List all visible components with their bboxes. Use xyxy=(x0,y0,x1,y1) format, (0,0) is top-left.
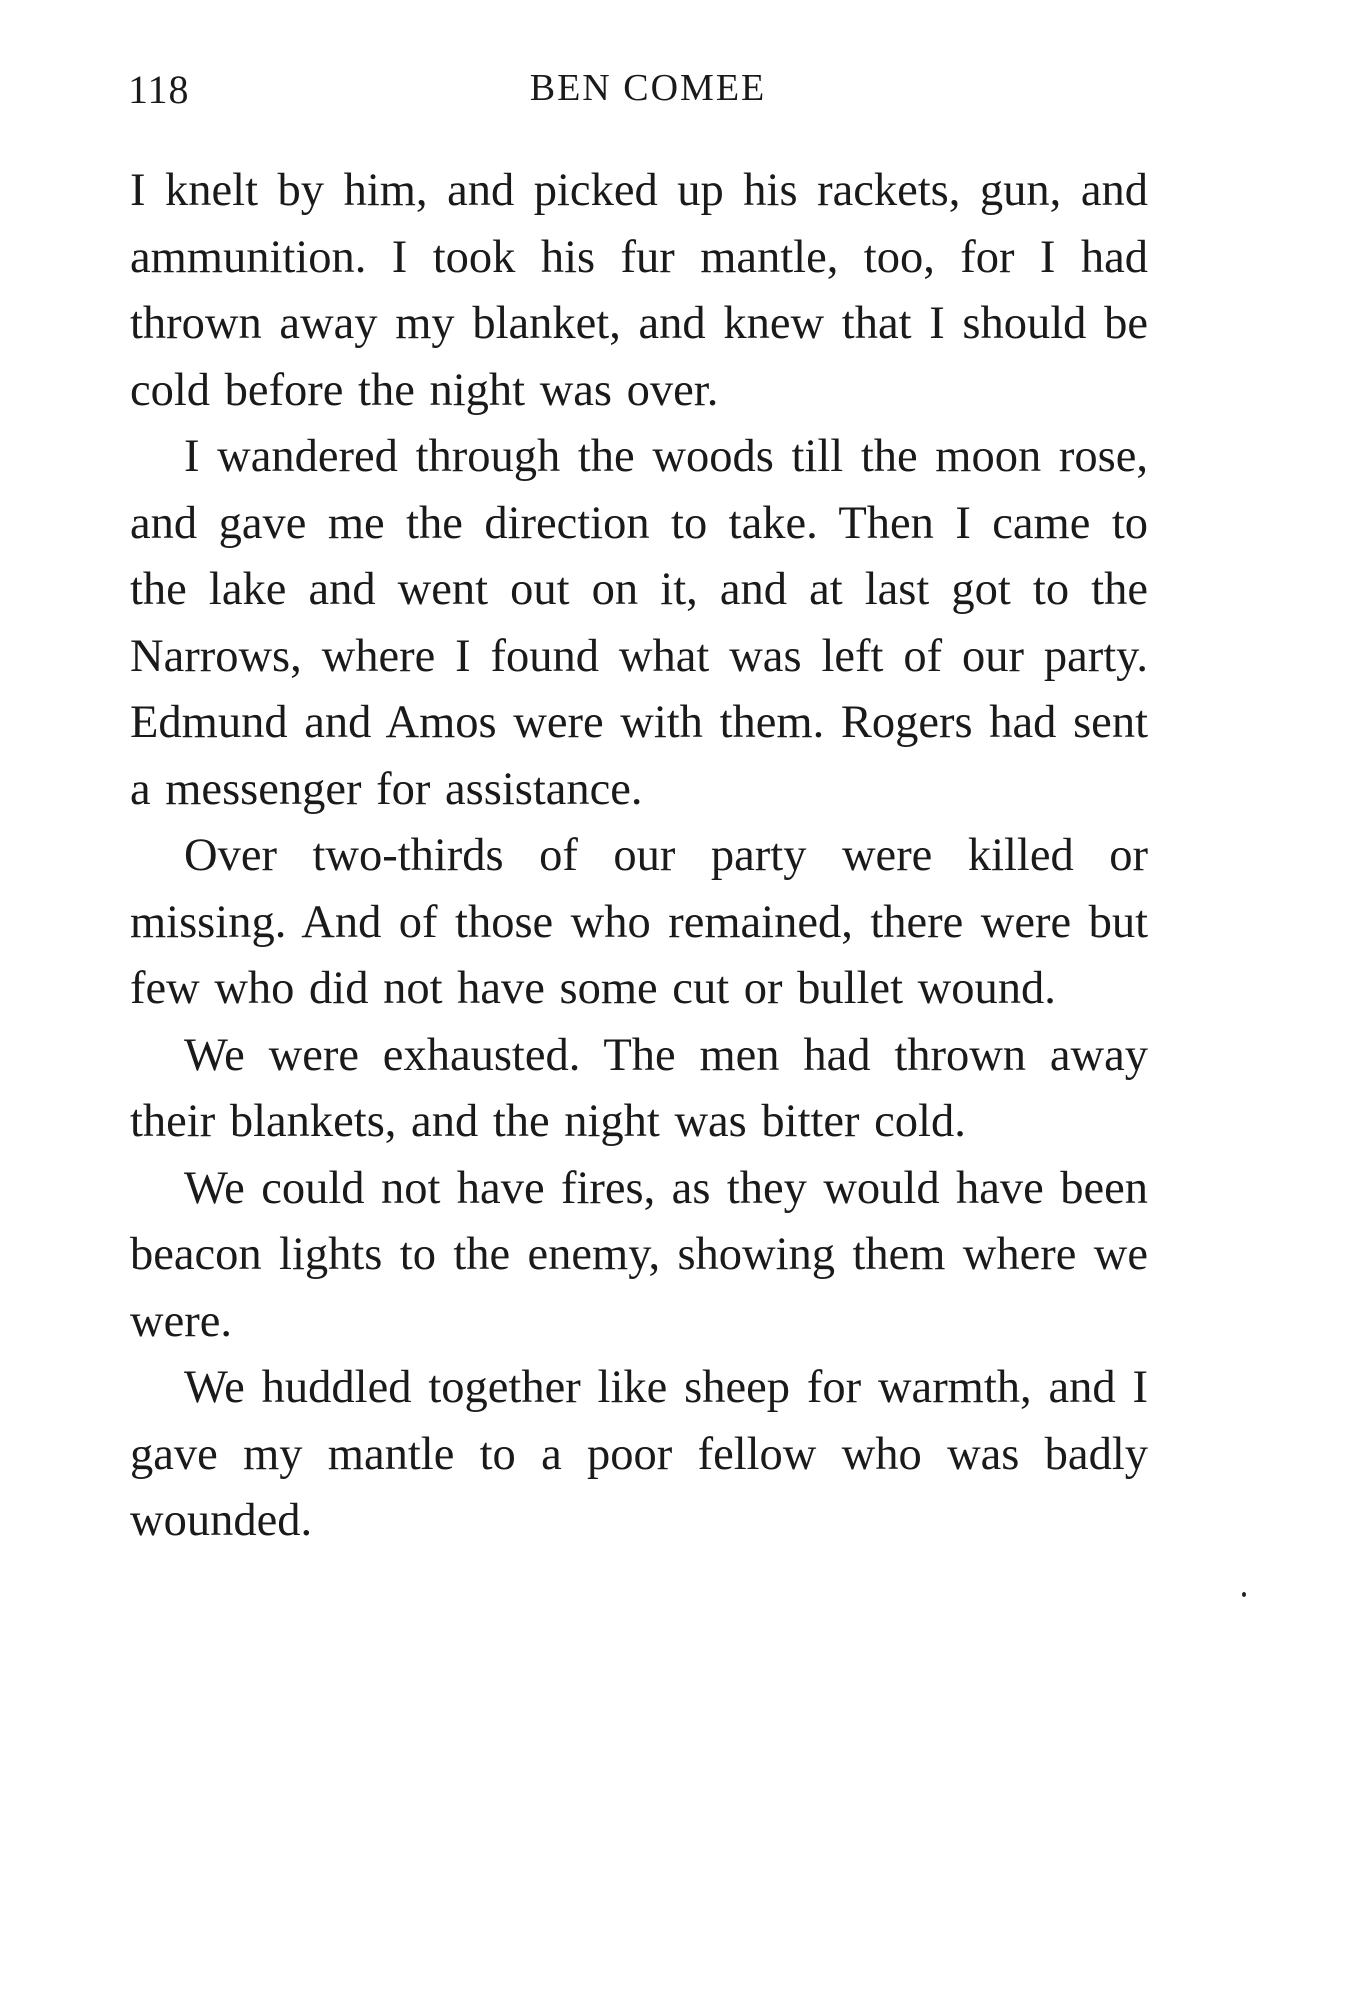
paragraph: I wandered through the woods till the moon rose, and gave me the direction to take. Then I came to the lake and went out on it, and at last got to the Narrows, where I found what was left of our party. Edmund and Amos were with them. Rogers had sent a messenger for assistance. xyxy=(130,431,1148,815)
paragraph: I knelt by him, and picked up his rackets, gun, and ammunition. I took his fur mantle, too, for I had thrown away my blanket, and knew that I should be cold before the night was over. xyxy=(130,165,1148,416)
paragraph: We were exhausted. The men had thrown away their blankets, and the night was bitter cold. xyxy=(130,1029,1148,1147)
running-head xyxy=(128,66,1148,114)
paragraph: We huddled together like sheep for warmth, and I gave my mantle to a poor fellow who was badly wounded. xyxy=(130,1362,1148,1546)
paragraph: Over two-thirds of our party were killed or missing. And of those who remained, there were but few who did not have some cut or bullet wound. xyxy=(130,830,1148,1014)
print-speck xyxy=(1242,1592,1246,1597)
body-text xyxy=(130,158,1148,1555)
page-number: 118 xyxy=(128,67,190,112)
paragraph: We could not have fires, as they would have been beacon lights to the enemy, showing them where we were. xyxy=(130,1162,1148,1347)
book-title: BEN COMEE xyxy=(529,67,767,109)
